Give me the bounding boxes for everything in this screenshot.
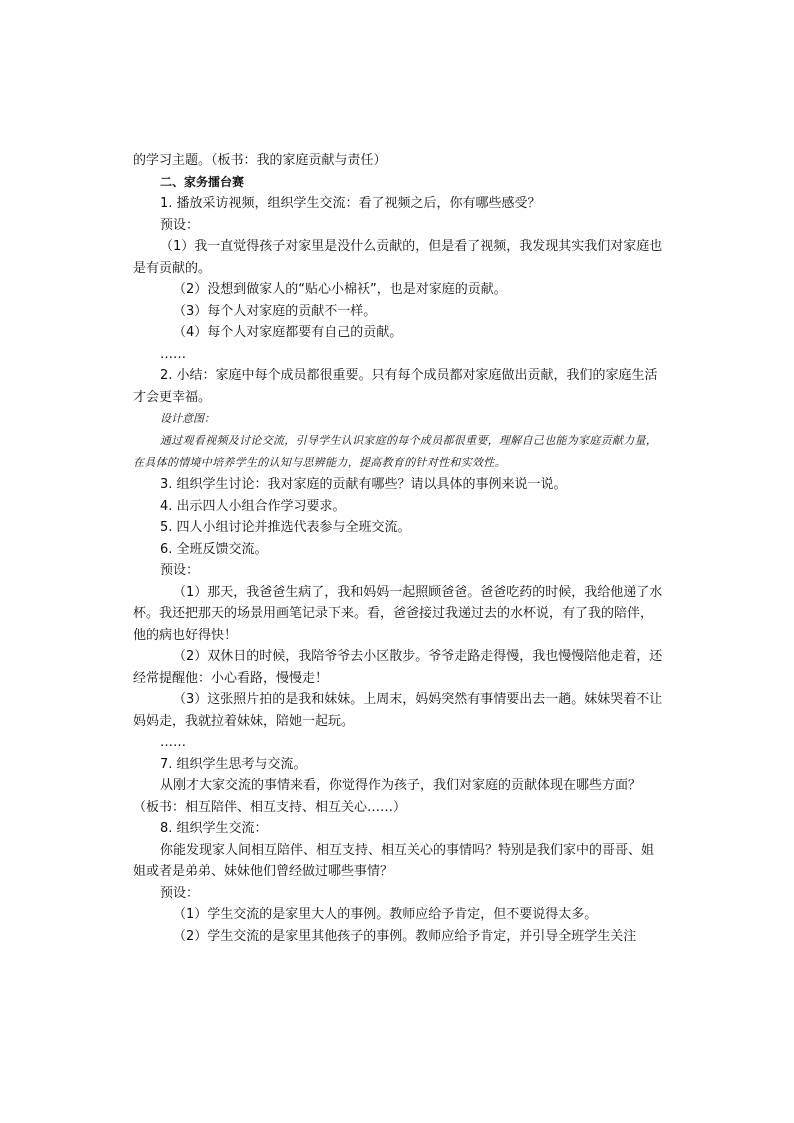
preset-label: 预设： bbox=[160, 885, 200, 901]
preset-item: （2）学生交流的是家里其他孩子的事例。教师应给予肯定，并引导全班学生关注 bbox=[173, 928, 637, 944]
preset-item: （2）没想到做家人的“贴心小棉袄”，也是对家庭的贡献。 bbox=[173, 282, 507, 297]
step-4: 4. 出示四人小组合作学习要求。 bbox=[160, 498, 346, 514]
step-7-body: 从刚才大家交流的事情来看，你觉得作为孩子，我们对家庭的贡献体现在哪些方面？（板书：相互陪伴、相互支持、相互关心……） bbox=[133, 778, 642, 815]
design-intent-body: 通过观看视频及讨论交流，引导学生认识家庭的每个成员都很重要，理解自己也能为家庭贡献力量，在具体的情境中培养学生的认知与思辨能力，提高教育的针对性和实效性。 bbox=[133, 434, 658, 469]
step-8: 8. 组织学生交流： bbox=[160, 821, 268, 836]
preset-label: 预设： bbox=[160, 217, 200, 233]
preset-label: 预设： bbox=[160, 563, 200, 578]
step-1: 1. 播放采访视频，组织学生交流：看了视频之后，你有哪些感受？ bbox=[160, 196, 541, 211]
preset-item: （1）那天，我爸爸生病了，我和妈妈一起照顾爸爸。爸爸吃药的时候，我给他递了水杯。我还把那天的场景用画笔记录下来。看，爸爸接过我递过去的水杯说，有了我的陪伴，他的病也好得快！ bbox=[133, 584, 663, 643]
step-5: 5. 四人小组讨论并推选代表参与全班交流。 bbox=[160, 520, 411, 535]
preset-item: （4）每个人对家庭都要有自己的贡献。 bbox=[173, 325, 403, 340]
preset-item: （3）每个人对家庭的贡献不一样。 bbox=[173, 303, 377, 319]
preset-item: （3）这张照片拍的是我和妹妹。上周末，妈妈突然有事情要出去一趟。妹妹哭着不让妈妈走，我就拉着妹妹，陪她一起玩。 bbox=[133, 692, 663, 729]
paragraph-topic-end: 的学习主题。（板书：我的家庭贡献与责任） bbox=[133, 153, 387, 168]
preset-item: （2）双休日的时候，我陪爷爷去小区散步。爷爷走路走得慢，我也慢慢陪他走着，还经常提醒他：小心看路，慢慢走！ bbox=[133, 649, 663, 686]
section-heading: 二、家务擂台赛 bbox=[160, 174, 245, 189]
document-body bbox=[133, 150, 663, 947]
step-8-body: 你能发现家人间相互陪伴、相互支持、相互关心的事情吗？特别是我们家中的哥哥、姐姐或者是弟弟、妹妹他们曾经做过哪些事情？ bbox=[133, 842, 655, 879]
ellipsis: …… bbox=[160, 735, 186, 750]
design-intent-title: 设计意图： bbox=[160, 412, 215, 425]
step-7: 7. 组织学生思考与交流。 bbox=[160, 756, 307, 772]
preset-item: （1）我一直觉得孩子对家里是没什么贡献的，但是看了视频，我发现其实我们对家庭也是有贡献的。 bbox=[133, 239, 663, 276]
step-6: 6. 全班反馈交流。 bbox=[160, 541, 268, 557]
preset-item: （1）学生交流的是家里大人的事例。教师应给予肯定，但不要说得太多。 bbox=[173, 907, 598, 922]
step-2: 2. 小结：家庭中每个成员都很重要。只有每个成员都对家庭做出贡献，我们的家庭生活才会更幸福。 bbox=[133, 368, 658, 405]
ellipsis: …… bbox=[160, 346, 186, 362]
step-3: 3. 组织学生讨论：我对家庭的贡献有哪些？请以具体的事例来说一说。 bbox=[160, 477, 567, 492]
